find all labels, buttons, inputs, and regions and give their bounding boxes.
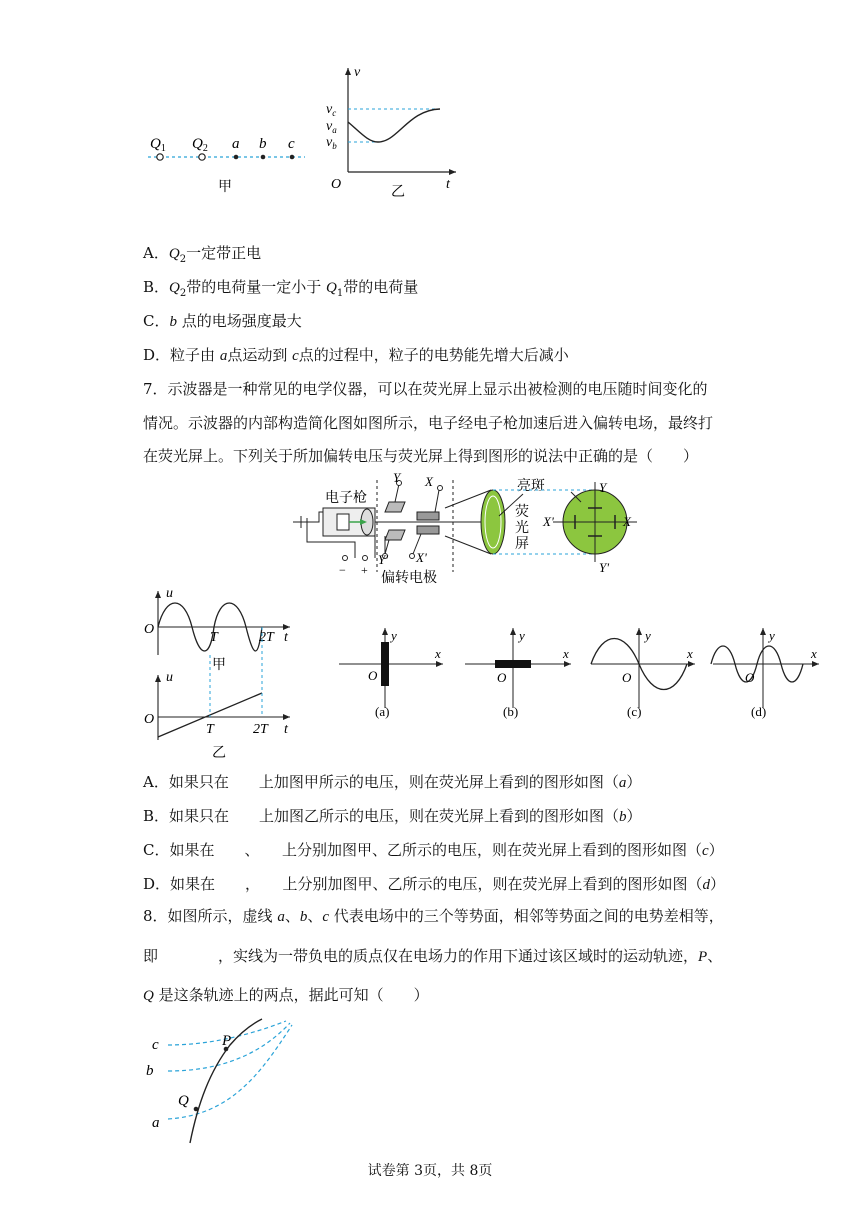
q6-option-d: D．粒子由 a点运动到 c点的过程中，粒子的电势能先增大后减小 bbox=[143, 346, 569, 364]
svg-text:y: y bbox=[519, 628, 525, 643]
svg-text:v: v bbox=[354, 65, 361, 80]
svg-text:x: x bbox=[687, 646, 693, 661]
panel-c bbox=[591, 628, 695, 719]
svg-text:u: u bbox=[166, 670, 173, 685]
svg-text:O: O bbox=[745, 670, 755, 685]
svg-text:P: P bbox=[222, 1033, 232, 1049]
svg-text:t: t bbox=[446, 177, 450, 192]
page-footer: 试卷第 3页，共 8页 bbox=[367, 1163, 493, 1179]
screen-panels bbox=[335, 620, 825, 720]
q8-stem-line-2: 即 ，实线为一带负电的质点仅在电场力的作用下通过该区域时的运动轨迹，P、 bbox=[143, 947, 723, 965]
svg-text:vc: $v_c$ bbox=[326, 102, 337, 118]
q7-option-d: D．如果在 ， 上分别加图甲、乙所示的电压，则在荧光屏上看到的图形如图（d） bbox=[143, 875, 726, 893]
caption-graph-jia: 甲 bbox=[212, 658, 226, 673]
svg-text:Q: Q bbox=[178, 1093, 189, 1109]
svg-text:y: y bbox=[645, 628, 651, 643]
voltage-graphs bbox=[140, 585, 305, 760]
point-b bbox=[261, 155, 266, 160]
svg-text:X': X' bbox=[416, 550, 427, 565]
q8-stem-line-3: Q 是这条轨迹上的两点，据此可知（ ） bbox=[143, 986, 429, 1004]
point-q bbox=[194, 1107, 199, 1112]
svg-text:O: O bbox=[497, 670, 507, 685]
svg-text:Y': Y' bbox=[599, 560, 610, 575]
q7-option-c: C．如果在 、 上分别加图甲、乙所示的电压，则在荧光屏上看到的图形如图（c） bbox=[143, 841, 724, 859]
q6-option-c: C．b 点的电场强度最大 bbox=[143, 312, 302, 330]
panel-a bbox=[339, 628, 443, 719]
svg-text:(c): (c) bbox=[627, 704, 642, 719]
svg-text:Y: Y bbox=[599, 480, 607, 495]
svg-text:(d): (d) bbox=[751, 704, 767, 719]
svg-text:va: $v_a$ bbox=[326, 119, 337, 135]
svg-text:c: c bbox=[288, 136, 295, 152]
svg-text:y: y bbox=[769, 628, 775, 643]
svg-text:Q2: $Q_2$ bbox=[192, 136, 208, 154]
svg-text:t: t bbox=[284, 630, 288, 645]
svg-text:Y: Y bbox=[393, 472, 401, 485]
panel-d bbox=[711, 628, 819, 719]
q6-option-b: B．$Q_2$带的电荷量一定小于 $Q_1$带的电荷量 bbox=[143, 278, 419, 299]
svg-text:Y': Y' bbox=[378, 552, 389, 567]
svg-text:+: + bbox=[361, 563, 368, 577]
svg-text:a: a bbox=[152, 1115, 160, 1131]
caption-graph-yi: 乙 bbox=[212, 746, 226, 760]
svg-text:T: T bbox=[206, 722, 214, 737]
svg-text:t: t bbox=[284, 722, 288, 737]
q6-option-a: A．$Q_2$一定带正电 bbox=[143, 244, 262, 265]
svg-text:O: O bbox=[144, 622, 155, 637]
svg-text:x: x bbox=[811, 646, 817, 661]
svg-text:2T: 2T bbox=[259, 630, 274, 645]
svg-text:X': X' bbox=[543, 514, 554, 529]
point-a bbox=[234, 155, 239, 160]
caption-jia: 甲 bbox=[218, 180, 232, 195]
svg-text:u: u bbox=[166, 586, 173, 601]
figure-jia-charges bbox=[140, 125, 310, 200]
svg-text:y: y bbox=[391, 628, 397, 643]
svg-text:b: b bbox=[259, 136, 267, 152]
svg-text:2T: 2T bbox=[253, 722, 268, 737]
caption-yi: 乙 bbox=[391, 185, 405, 200]
svg-text:O: O bbox=[622, 670, 632, 685]
charge-q2 bbox=[199, 154, 205, 160]
svg-text:T: T bbox=[210, 630, 218, 645]
svg-text:Q1: $Q_1$ bbox=[150, 136, 166, 154]
panel-b bbox=[465, 628, 571, 719]
q8-stem-line-1: 8．如图所示，虚线 a、b、c 代表电场中的三个等势面，相邻等势面之间的电势差相等， bbox=[143, 907, 724, 925]
svg-text:光: 光 bbox=[515, 521, 529, 536]
svg-text:(b): (b) bbox=[503, 704, 519, 719]
svg-text:O: O bbox=[144, 712, 155, 727]
q7-stem-line-3: 在荧光屏上。下列关于所加偏转电压与荧光屏上得到图形的说法中正确的是（ ） bbox=[143, 447, 699, 465]
q7-stem-line-2: 情况。示波器的内部构造简化图如图所示，电子经电子枪加速后进入偏转电场，最终打 bbox=[143, 414, 714, 432]
svg-text:x: x bbox=[435, 646, 441, 661]
svg-text:vb: $v_b$ bbox=[326, 135, 337, 151]
point-c bbox=[290, 155, 295, 160]
q7-option-a: A．如果只在 上加图甲所示的电压，则在荧光屏上看到的图形如图（a） bbox=[143, 773, 642, 791]
oscilloscope-diagram bbox=[285, 472, 655, 584]
equipotential-figure bbox=[140, 1015, 310, 1145]
svg-text:屏: 屏 bbox=[515, 537, 529, 552]
svg-text:−: − bbox=[339, 563, 346, 577]
charge-q1 bbox=[157, 154, 163, 160]
label-electron-gun: 电子枪 bbox=[325, 491, 367, 506]
figure-yi-vt-graph bbox=[318, 60, 468, 200]
svg-text:c: c bbox=[152, 1037, 159, 1053]
q7-stem-line-1: 7．示波器是一种常见的电学仪器，可以在荧光屏上显示出被检测的电压随时间变化的 bbox=[143, 380, 708, 398]
label-deflection-electrodes: 偏转电极 bbox=[381, 571, 437, 584]
svg-text:X: X bbox=[425, 474, 433, 489]
svg-text:荧: 荧 bbox=[515, 505, 529, 520]
svg-text:a: a bbox=[232, 136, 240, 152]
label-spot: 亮斑 bbox=[517, 479, 545, 494]
velocity-curve bbox=[348, 109, 440, 142]
svg-text:x: x bbox=[563, 646, 569, 661]
svg-text:O: O bbox=[368, 668, 378, 683]
svg-text:X: X bbox=[623, 514, 631, 529]
svg-text:b: b bbox=[146, 1063, 154, 1079]
svg-text:(a): (a) bbox=[375, 704, 390, 719]
svg-text:O: O bbox=[331, 177, 342, 192]
q7-option-b: B．如果只在 上加图乙所示的电压，则在荧光屏上看到的图形如图（b） bbox=[143, 807, 642, 825]
